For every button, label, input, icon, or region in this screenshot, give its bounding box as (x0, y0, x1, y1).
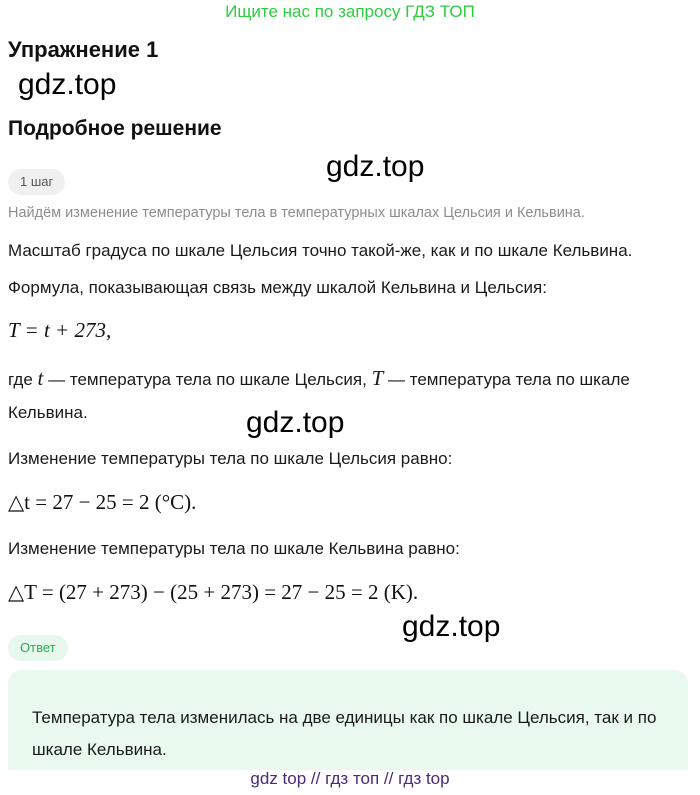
answer-badge: Ответ (8, 635, 68, 661)
formula-delta-T: △T = (27 + 273) − (25 + 273) = 27 − 25 = 2 (K). (8, 580, 419, 604)
var-T: T (371, 366, 384, 390)
step-badge: 1 шаг (8, 169, 65, 195)
where-prefix: где (8, 370, 33, 389)
footer-links[interactable]: gdz top // гдз топ // гдз top (250, 769, 450, 788)
where-suffix: — температура тела по шкале (388, 370, 630, 389)
text-celsius-change: Изменение температуры тела по шкале Цельсия равно: (8, 449, 453, 468)
formula-delta-t: △t = 27 − 25 = 2 (°C). (8, 490, 197, 514)
where-mid: — температура тела по шкале Цельсия, (48, 370, 367, 389)
text-scale: Масштаб градуса по шкале Цельсия точно такой-же, как и по шкале Кельвина. (8, 241, 633, 260)
watermark: gdz.top (326, 150, 425, 183)
exercise-title: Упражнение 1 (8, 37, 159, 62)
text-kelvin: Кельвина. (8, 403, 88, 422)
watermark: gdz.top (402, 610, 501, 643)
watermark: gdz.top (18, 68, 117, 101)
search-banner: Ищите нас по запросу ГДЗ ТОП (225, 2, 475, 21)
text-kelvin-change: Изменение температуры тела по шкале Кельвина равно: (8, 539, 460, 558)
solution-title: Подробное решение (8, 117, 222, 140)
step-hint: Найдём изменение температуры тела в температурных шкалах Цельсия и Кельвина. (8, 205, 585, 221)
watermark: gdz.top (246, 406, 345, 439)
text-formula-intro: Формула, показывающая связь между шкалой Кельвина и Цельсия: (8, 278, 547, 297)
text-where (8, 366, 630, 391)
answer-text: Температура тела изменилась на две единицы как по шкале Цельсия, так и по шкале Кельвина. (32, 708, 657, 759)
var-t: t (37, 366, 44, 390)
formula-relation: T = t + 273, (8, 318, 112, 342)
